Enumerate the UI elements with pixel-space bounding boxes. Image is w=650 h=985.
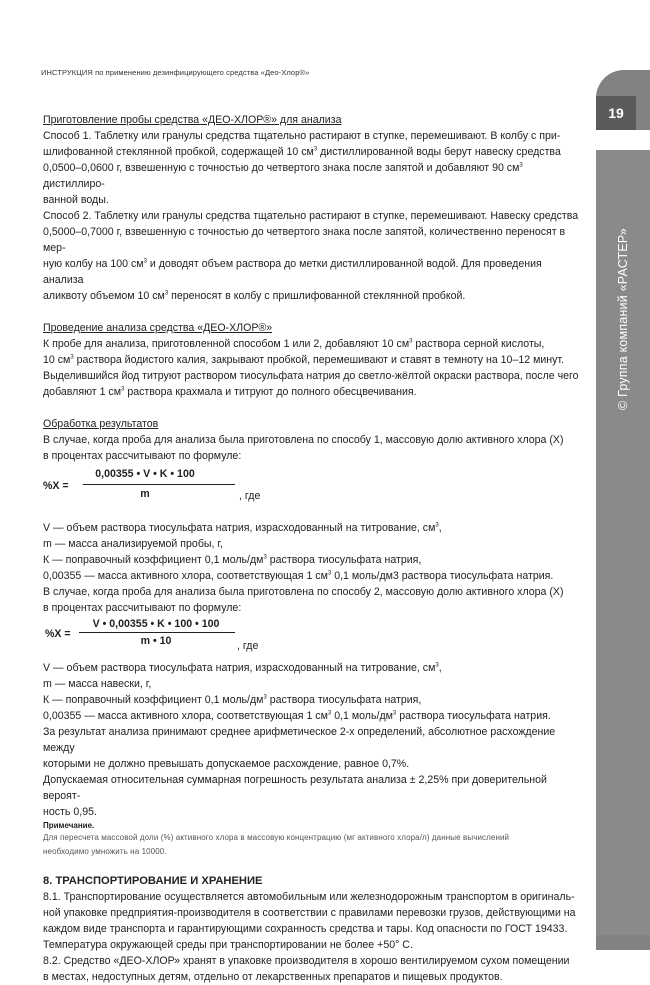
superscript: 3 <box>143 258 147 265</box>
note-text: необходимо умножить на 10000. <box>43 847 167 856</box>
paragraph-line <box>43 256 583 288</box>
text: дистиллированной воды берут навеску средства <box>320 146 561 158</box>
text: 10 см <box>43 354 71 366</box>
paragraph-line: За результат анализа принимают среднее арифметическое 2-х определений, абсолютное расхождение между <box>43 726 556 754</box>
section-title-transport: 8. ТРАНСПОРТИРОВАНИЕ И ХРАНЕНИЕ <box>43 875 263 887</box>
paragraph-line: ность 0,95. <box>43 806 97 818</box>
text: К пробе для анализа, приготовленной способом 1 или 2, добавляют 10 см <box>43 338 410 350</box>
paragraph-line <box>43 568 583 584</box>
paragraph-line: V — объем раствора тиосульфата натрия, израсходованный на титрование, $см^3$, <box>43 522 442 534</box>
text: раствора тиосульфата натрия. <box>399 710 551 722</box>
paragraph-line: 0,5000–0,7000 г, взвешенную с точностью до четвертого знака после запятой, количественно переносят в мер- <box>43 226 566 254</box>
paragraph-line: каждом виде транспорта и гарантирующими сохранность средства и тары. Код опасности по ГОСТ 19433. <box>43 923 568 935</box>
paragraph-line: 8.1. Транспортирование осуществляется автомобильным или железнодорожным транспортом в оригиналь- <box>43 891 575 903</box>
text: 0,00355 — масса активного хлора, соответствующая 1 см <box>43 570 328 582</box>
note-text: Для пересчета массовой доли (%) активного хлора в массовую концентрацию (мг активного хлора/л) данные вычислений <box>43 833 510 842</box>
spacer <box>43 304 583 320</box>
formula-numerator: 0,00355 • V • K • 100 <box>95 468 195 480</box>
paragraph-line: Выделившийся йод титруют раствором тиосульфата натрия до светло-жёлтой окраски раствора, после чего <box>43 370 579 382</box>
text: аликвоту объемом 10 см <box>43 290 165 302</box>
text: ную колбу на 100 см <box>43 258 144 270</box>
paragraph-line: ной упаковке предприятия-производителя в соответствии с правилами перевозки грузов, действующими на <box>43 907 576 919</box>
formula-denominator: m <box>140 488 150 500</box>
page-number: 19 <box>596 96 636 130</box>
superscript: 3 <box>327 570 332 577</box>
text: дистиллиро- <box>43 178 105 190</box>
superscript: 3 <box>519 162 523 169</box>
text: шлифованной стеклянной пробкой, содержащей 10 см <box>43 146 314 158</box>
spacer <box>43 859 583 873</box>
paragraph-line <box>43 336 583 352</box>
text: 0,1 моль/дм <box>334 710 393 722</box>
document-body <box>43 112 583 985</box>
paragraph-line: Допускаемая относительная суммарная погрешность результата анализа ± 2,25% при доверительной вероят- <box>43 774 547 802</box>
text: раствора тиосульфата натрия, <box>269 694 422 706</box>
paragraph-line <box>43 552 583 568</box>
text: переносят в колбу с пришлифованной стеклянной пробкой. <box>171 290 466 302</box>
note-title: Примечание. <box>43 821 95 830</box>
text: К — поправочный коэффициент 0,1 моль/дм <box>43 694 264 706</box>
superscript: 3 <box>392 710 397 717</box>
formula-lhs: %Х = <box>45 628 71 640</box>
paragraph-line: V — объем раствора тиосульфата натрия, израсходованный на титрование, $см^3$, <box>43 662 442 674</box>
text: 0,0500–0,0600 г, взвешенную с точностью до четвертого знака после запятой и добавляют 90 см <box>43 162 520 174</box>
formula-denominator: m • 10 <box>140 635 172 647</box>
section-title-results: Обработка результатов <box>43 418 159 430</box>
tab-separator <box>596 130 650 150</box>
paragraph-line: ванной воды. <box>43 194 109 206</box>
superscript: 3 <box>435 662 439 669</box>
superscript: 3 <box>121 386 125 393</box>
paragraph-line <box>43 352 583 368</box>
paragraph-line: в процентах рассчитывают по формуле: <box>43 602 242 614</box>
fraction-bar <box>83 484 235 485</box>
formula-where: , где <box>237 640 259 652</box>
text: и доводят объем раствора до метки дистиллированной водой. Для проведения анализа <box>43 258 542 286</box>
text: V — объем раствора тиосульфата натрия, израсходованный на титрование, см <box>43 662 436 674</box>
paragraph-line <box>43 144 583 160</box>
formula-method-1 <box>43 464 583 510</box>
paragraph-line: 8.2. Средство «ДЕО-ХЛОР» хранят в упаковке производителя в хорошо вентилируемом сухом помещении <box>43 955 570 967</box>
formula-method-2 <box>43 616 583 660</box>
superscript: 3 <box>263 554 267 561</box>
superscript: 3 <box>409 338 413 345</box>
paragraph-line <box>43 288 583 304</box>
paragraph-line <box>43 384 583 400</box>
formula-where: , где <box>239 490 261 502</box>
copyright-brand: © Группа компаний «РАСТЕР» <box>616 228 630 410</box>
superscript: 3 <box>313 146 318 153</box>
spacer <box>43 400 583 416</box>
text: V — объем раствора тиосульфата натрия, израсходованный на титрование, см <box>43 522 436 534</box>
spacer <box>43 510 583 520</box>
paragraph-line: Температура окружающей среды при транспортировании не более +50° С. <box>43 939 413 951</box>
paragraph-line <box>43 692 583 708</box>
text: 0,1 моль/дм3 раствора тиосульфата натрия. <box>334 570 554 582</box>
paragraph-line: В случае, когда проба для анализа была приготовлена по способу 2, массовую долю активного хлора (Х) <box>43 586 564 598</box>
running-header: ИНСТРУКЦИЯ по применению дезинфицирующего средства «Део-Хлор®» <box>41 68 310 77</box>
text: раствора йодистого калия, закрывают пробкой, перемешивают и ставят в темноту на 10–12 минут. <box>76 354 565 366</box>
paragraph-line <box>43 708 583 724</box>
superscript: 3 <box>327 710 332 717</box>
formula-lhs: %Х = <box>43 480 69 492</box>
paragraph-line: m — масса анализируемой пробы, г, <box>43 538 223 550</box>
text: 0,00355 — масса активного хлора, соответствующая 1 см <box>43 710 328 722</box>
superscript: 3 <box>70 354 74 361</box>
text: раствора крахмала и титруют до полного обесцвечивания. <box>127 386 417 398</box>
paragraph-line: в процентах рассчитывают по формуле: <box>43 450 242 462</box>
paragraph-line: Способ 2. Таблетку или гранулы средства тщательно растирают в ступке, перемешивают. Навеску средства <box>43 210 579 222</box>
superscript: 3 <box>164 290 169 297</box>
text: К — поправочный коэффициент 0,1 моль/дм <box>43 554 264 566</box>
paragraph-line: которыми не должно превышать допускаемое расхождение, равное 0,7%. <box>43 758 410 770</box>
paragraph-line: В случае, когда проба для анализа была приготовлена по способу 1, массовую долю активного хлора (Х) <box>43 434 564 446</box>
paragraph-line: m — масса навески, г, <box>43 678 152 690</box>
superscript: 3 <box>263 694 267 701</box>
text: раствора серной кислоты, <box>415 338 545 350</box>
superscript: 3 <box>435 522 439 529</box>
paragraph-line: в местах, недоступных детям, отдельно от лекарственных препаратов и пищевых продуктов. <box>43 971 503 983</box>
text: раствора тиосульфата натрия, <box>269 554 422 566</box>
text: добавляют 1 см <box>43 386 122 398</box>
section-title-sample-prep: Приготовление пробы средства «ДЕО-ХЛОР®» для анализа <box>43 114 342 126</box>
section-title-analysis: Проведение анализа средства «ДЕО-ХЛОР®» <box>43 322 273 334</box>
paragraph-line <box>43 160 583 192</box>
paragraph-line: Способ 1. Таблетку или гранулы средства тщательно растирают в ступке, перемешивают. В колбу с при- <box>43 130 561 142</box>
formula-numerator: V • 0,00355 • K • 100 • 100 <box>92 618 220 630</box>
